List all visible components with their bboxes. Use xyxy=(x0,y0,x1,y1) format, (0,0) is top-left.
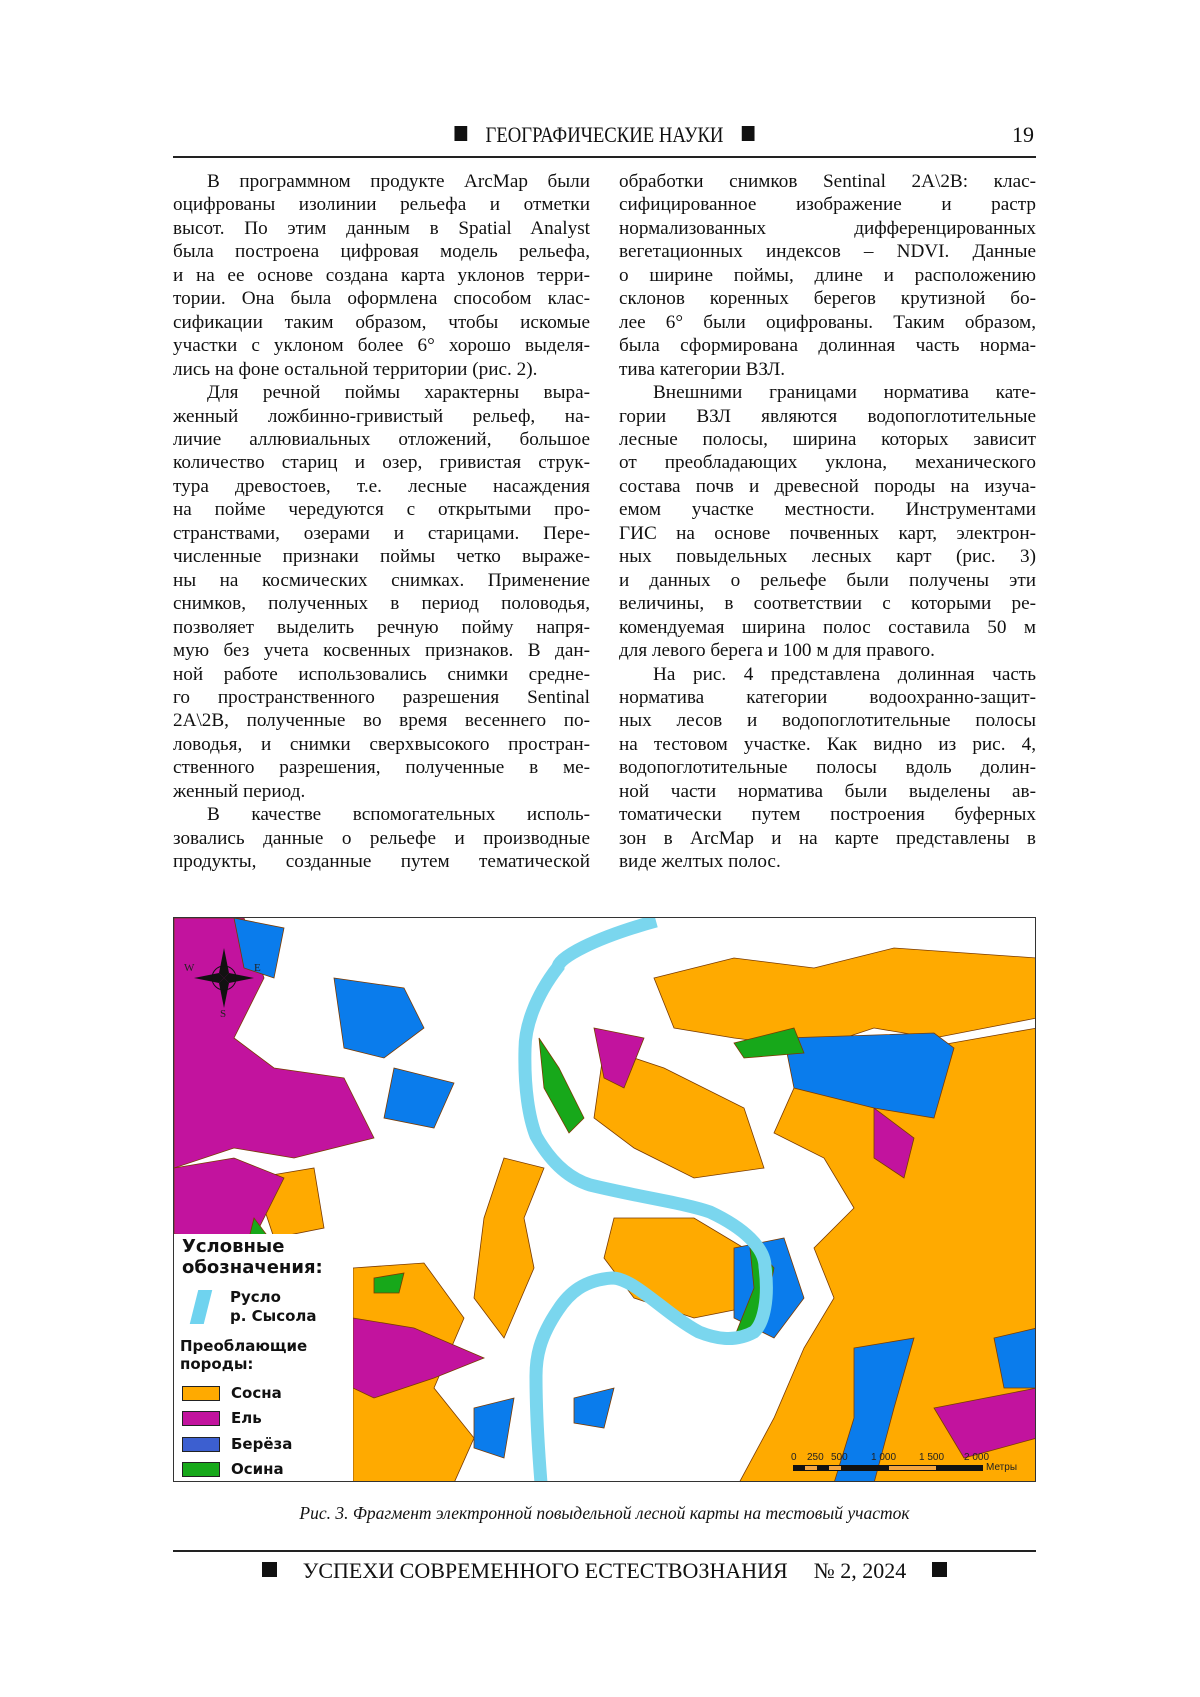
text-line: ственного разрешения, полученные в ме- xyxy=(173,756,590,779)
text-line: обработки снимков Sentinal 2A\2B: клас- xyxy=(619,170,1036,193)
text-line: количество стариц и озер, гривистая струк- xyxy=(173,451,590,474)
birch-area xyxy=(474,1398,514,1458)
legend-title: Условные обозначения: xyxy=(182,1236,353,1278)
text-line: ловодья, и снимки сверхвысокого простран- xyxy=(173,733,590,756)
text-line: была сформирована долинная часть норма- xyxy=(619,334,1036,357)
compass-east: E xyxy=(254,962,261,974)
text-line: зон в ArcMap и на карте представлены в xyxy=(619,827,1036,850)
text-line: Для речной поймы характерны выра- xyxy=(173,381,590,404)
compass-south: S xyxy=(220,1008,226,1020)
section-title: ГЕОГРАФИЧЕСКИЕ НАУКИ xyxy=(486,122,724,147)
text-line: ны на космических снимках. Применение xyxy=(173,569,590,592)
map-legend: Условные обозначения: Русло р. Сысола Преоблающие породы: Сосна Ель Берёза Осина xyxy=(174,1234,353,1482)
square-bullet-icon xyxy=(262,1562,277,1577)
scale-unit: Метры xyxy=(986,1462,1017,1473)
text-line: ных повыдельных лесных карт (рис. 3) xyxy=(619,545,1036,568)
text-line: оцифрованы изолинии рельефа и отметки xyxy=(173,193,590,216)
compass-icon xyxy=(184,938,264,1018)
pine-area xyxy=(654,948,1036,1048)
forest-map-figure xyxy=(173,917,1036,1482)
text-line: мую без учета косвенных признаков. В дан- xyxy=(173,639,590,662)
text-line: о ширине поймы, длине и расположению xyxy=(619,264,1036,287)
text-line: На рис. 4 представлена долинная часть xyxy=(619,663,1036,686)
text-line: нормализованных дифференцированных xyxy=(619,217,1036,240)
text-line: ГИС на основе почвенных карт, электрон- xyxy=(619,522,1036,545)
river-label: Русло xyxy=(230,1288,317,1307)
pine-swatch-icon xyxy=(182,1386,220,1401)
text-line: В качестве вспомогательных исполь- xyxy=(173,803,590,826)
text-line: сифицированное изображение и растр xyxy=(619,193,1036,216)
text-line: состава почв и древесной породы на изуча- xyxy=(619,475,1036,498)
text-line: емом участке местности. Инструментами xyxy=(619,498,1036,521)
text-line: женный период. xyxy=(173,780,590,803)
text-line: В программном продукте ArcMap были xyxy=(173,170,590,193)
text-line: личие аллювиальных отложений, большое xyxy=(173,428,590,451)
text-line: продукты, созданные путем тематической xyxy=(173,850,590,873)
text-line: норматива категории водоохранно-защит- xyxy=(619,686,1036,709)
text-line: томатически путем построения буферных xyxy=(619,803,1036,826)
text-line: тива категории ВЗЛ. xyxy=(619,358,1036,381)
text-line: для левого берега и 100 м для правого. xyxy=(619,639,1036,662)
text-line: величины, в соответствии с которыми ре- xyxy=(619,592,1036,615)
compass-west: W xyxy=(184,962,194,974)
spruce-swatch-icon xyxy=(182,1411,220,1426)
figure-caption: Рис. 3. Фрагмент электронной повыдельной лесной карты на тестовый участок xyxy=(173,1503,1036,1524)
text-line: и данных о рельефе были получены эти xyxy=(619,569,1036,592)
square-bullet-icon xyxy=(932,1562,947,1577)
right-column xyxy=(619,170,1036,874)
text-line: лее 6° были оцифрованы. Таким образом, xyxy=(619,311,1036,334)
birch-swatch-icon xyxy=(182,1437,220,1452)
text-line: ных лесов и водопоглотительные полосы xyxy=(619,709,1036,732)
pine-area xyxy=(474,1158,544,1338)
text-line: склонов коренных берегов крутизной бо- xyxy=(619,287,1036,310)
text-line: участки с уклоном более 6° хорошо выделя- xyxy=(173,334,590,357)
text-line: численные признаки поймы четко выраже- xyxy=(173,545,590,568)
text-line: комендуемая ширина полос составила 50 м xyxy=(619,616,1036,639)
river-name: р. Сысола xyxy=(230,1307,317,1326)
text-line: высот. По этим данным в Spatial Analyst xyxy=(173,217,590,240)
text-line: ной работе использовались снимки средне- xyxy=(173,663,590,686)
square-bullet-icon xyxy=(742,126,755,141)
journal-title: УСПЕХИ СОВРЕМЕННОГО ЕСТЕСТВОЗНАНИЯ xyxy=(303,1558,788,1583)
legend-subtitle: Преоблающие породы: xyxy=(180,1337,340,1373)
birch-area xyxy=(334,978,424,1058)
text-line: ной части норматива были выделены ав- xyxy=(619,780,1036,803)
scale-bar-graphic xyxy=(793,1465,983,1471)
text-line: водопоглотительные полосы вдоль долин- xyxy=(619,756,1036,779)
aspen-swatch-icon xyxy=(182,1462,220,1477)
text-line: и на ее основе создана карта уклонов терри- xyxy=(173,264,590,287)
compass-rose xyxy=(184,938,264,1018)
text-line: была построена цифровая модель рельефа, xyxy=(173,240,590,263)
text-line: зовались данные о рельефе и производные xyxy=(173,827,590,850)
birch-area xyxy=(384,1068,454,1128)
text-line: женный ложбинно-гривистый рельеф, на- xyxy=(173,405,590,428)
text-line: лись на фоне остальной территории (рис. 2). xyxy=(173,358,590,381)
text-line: го пространственного разрешения Sentinal xyxy=(173,686,590,709)
text-line: странствами, озерами и старицами. Пере- xyxy=(173,522,590,545)
river-swatch-icon xyxy=(190,1290,212,1324)
text-line: тории. Она была оформлена способом клас- xyxy=(173,287,590,310)
text-line: на тестовом участке. Как видно из рис. 4, xyxy=(619,733,1036,756)
text-line: 2A\2B, полученные во время весеннего по- xyxy=(173,709,590,732)
text-line: на пойме чередуются с открытыми про- xyxy=(173,498,590,521)
text-line: сификации таким образом, чтобы искомые xyxy=(173,311,590,334)
page-number: 19 xyxy=(1012,122,1034,148)
left-column xyxy=(173,170,590,874)
text-line: снимков, полученных в период половодья, xyxy=(173,592,590,615)
square-bullet-icon xyxy=(454,126,467,141)
text-line: гории ВЗЛ являются водопоглотительные xyxy=(619,405,1036,428)
text-line: виде желтых полос. xyxy=(619,850,1036,873)
issue-number: № 2, 2024 xyxy=(814,1558,907,1583)
running-header xyxy=(173,120,1036,158)
text-line: тура древостоев, т.е. лесные насаждения xyxy=(173,475,590,498)
pine-area xyxy=(604,1218,744,1318)
running-footer xyxy=(173,1550,1036,1552)
text-line: лесные полосы, ширина которых зависит xyxy=(619,428,1036,451)
text-line: от преобладающих уклона, механического xyxy=(619,451,1036,474)
birch-area xyxy=(574,1388,614,1428)
text-line: Внешними границами норматива кате- xyxy=(619,381,1036,404)
aspen-area xyxy=(539,1038,584,1133)
text-line: вегетационных индексов – NDVI. Данные xyxy=(619,240,1036,263)
text-line: позволяет выделить речную пойму напря- xyxy=(173,616,590,639)
spruce-area xyxy=(174,1158,284,1238)
scale-bar: 0 250 500 1 000 1 500 2 000 Метры xyxy=(789,1452,1019,1480)
